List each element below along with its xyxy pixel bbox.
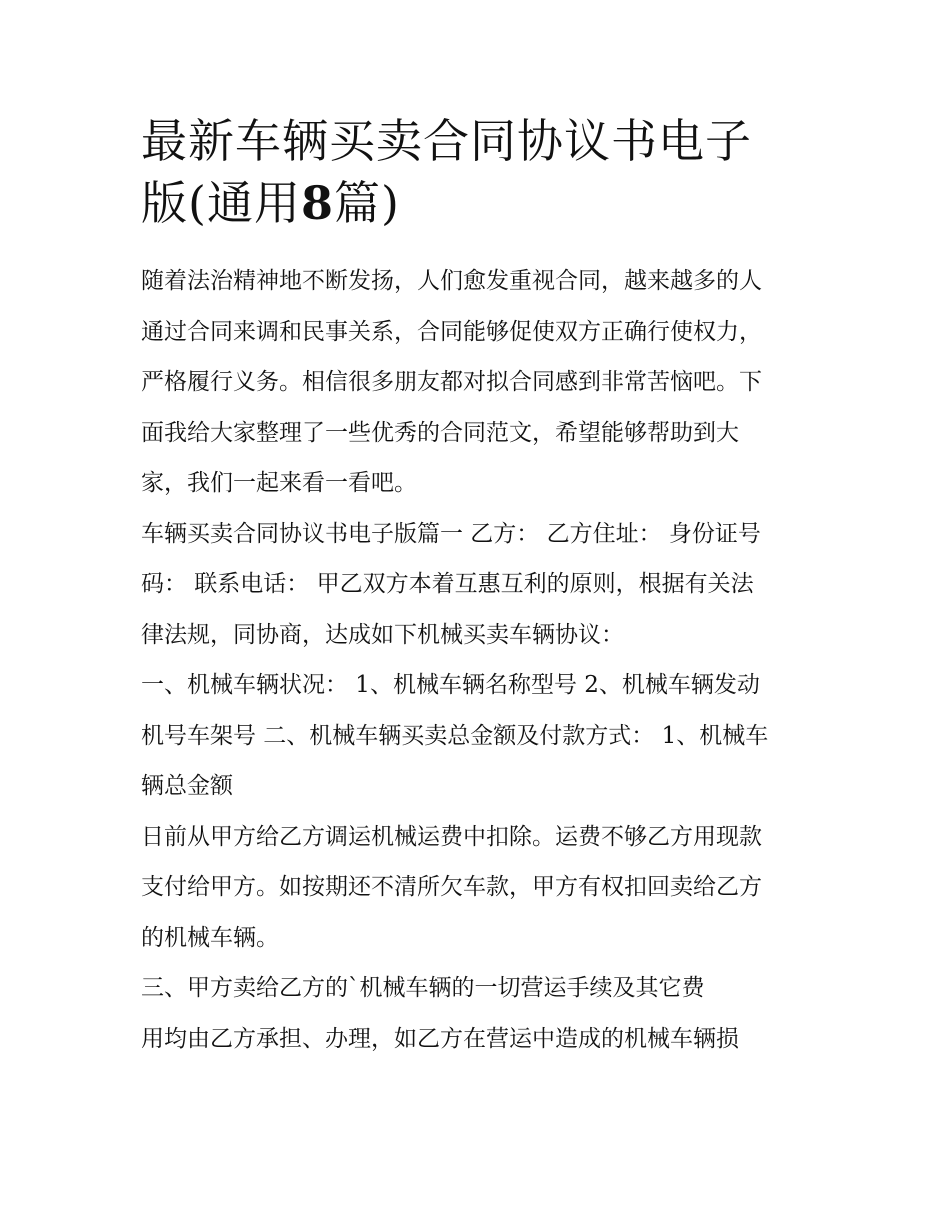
intro-paragraph <box>141 256 814 509</box>
document-title <box>141 110 821 234</box>
section-2-paragraph <box>141 660 814 812</box>
text-line: 随着法治精神地不断发扬，人们愈发重视合同，越来越多的人 <box>141 268 762 294</box>
title-prefix: 版(通用 <box>141 176 301 230</box>
text-line: 车辆买卖合同协议书电子版篇一 乙方： 乙方住址： 身份证号 <box>141 520 761 547</box>
text-line: 家，我们一起来看一看吧。 <box>141 470 417 496</box>
title-number: 8 <box>300 176 334 230</box>
text-line: 辆总金额 <box>141 773 233 799</box>
text-line: 的机械车辆。 <box>141 924 279 951</box>
title-suffix: 篇) <box>333 176 400 230</box>
text-line: 用均由乙方承担、办理，如乙方在营运中造成的机械车辆损 <box>141 1025 739 1052</box>
text-line: 通过合同来调和民事关系，合同能够促使双方正确行使权力， <box>141 318 762 345</box>
text-line: 一、机械车辆状况： 1、机械车辆名称型号 2、机械车辆发动 <box>141 672 760 698</box>
text-line: 三、甲方卖给乙方的`机械车辆的一切营运手续及其它费 <box>141 975 705 1001</box>
text-line: 支付给甲方。如按期还不清所欠车款，甲方有权扣回卖给乙方 <box>141 874 762 900</box>
section-4-paragraph <box>141 963 814 1064</box>
text-line: 码： 联系电话： 甲乙双方本着互惠互利的原则，根据有关法 <box>141 571 754 597</box>
text-line: 面我给大家整理了一些优秀的合同范文，希望能够帮助到大 <box>141 419 739 446</box>
section-3-paragraph <box>141 812 814 964</box>
section-1-paragraph <box>141 509 814 661</box>
text-line: 日前从甲方给乙方调运机械运费中扣除。运费不够乙方用现款 <box>141 823 762 850</box>
text-line: 机号车架号 二、机械车辆买卖总金额及付款方式： 1、机械车 <box>141 722 769 749</box>
text-line: 律法规，同协商，达成如下机械买卖车辆协议： <box>141 621 624 648</box>
title-line-2 <box>141 172 821 234</box>
title-line-1: 最新车辆买卖合同协议书电子 <box>141 114 752 168</box>
text-line: 严格履行义务。相信很多朋友都对拟合同感到非常苦恼吧。下 <box>141 369 762 395</box>
